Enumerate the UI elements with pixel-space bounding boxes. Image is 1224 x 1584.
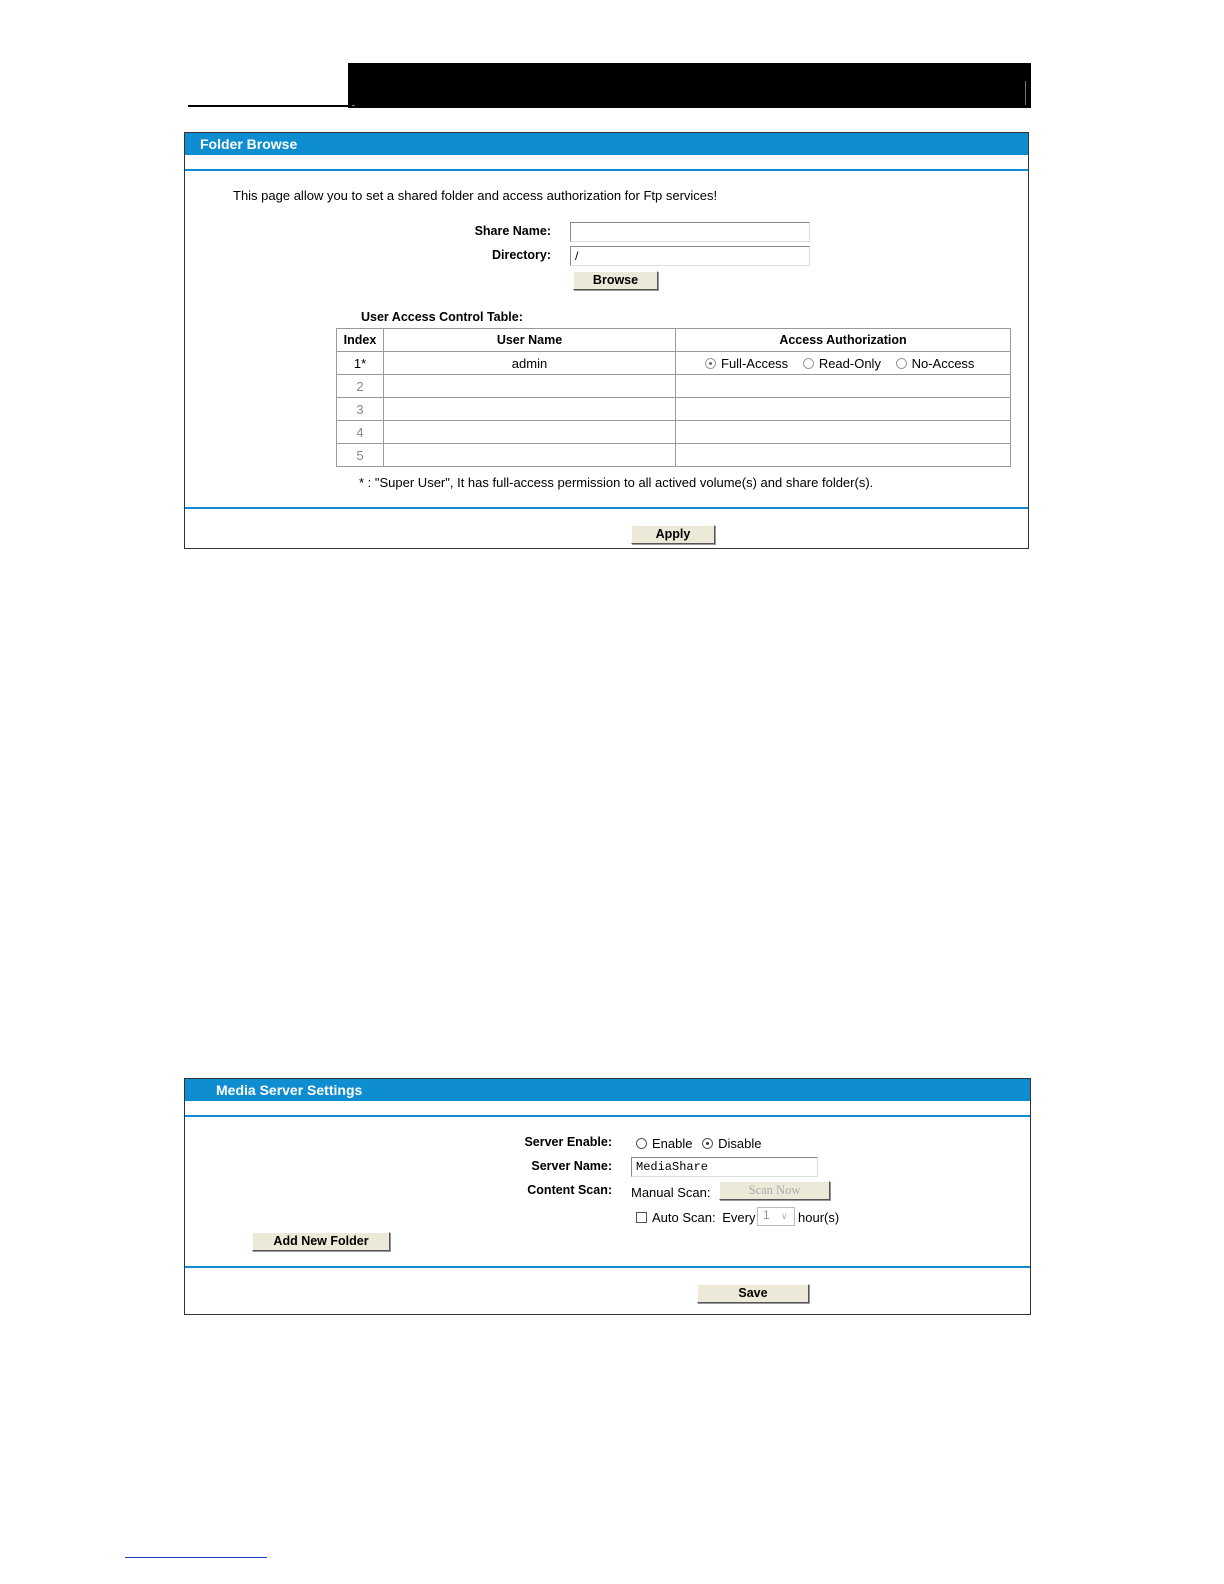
add-new-folder-button[interactable]: Add New Folder bbox=[252, 1232, 390, 1251]
table-title: User Access Control Table: bbox=[361, 310, 523, 324]
top-divider bbox=[185, 1115, 1030, 1117]
server-enable-label: Server Enable: bbox=[524, 1135, 612, 1149]
radio-button-icon[interactable] bbox=[702, 1138, 713, 1149]
scan-interval-value: 1 bbox=[763, 1208, 770, 1222]
every-label: Every bbox=[722, 1210, 756, 1225]
server-enable-options bbox=[636, 1136, 761, 1151]
row-user-name: admin bbox=[384, 352, 676, 375]
scan-now-button[interactable]: Scan Now bbox=[719, 1181, 830, 1200]
table-header-row bbox=[337, 329, 1011, 352]
panel-title: Folder Browse bbox=[200, 136, 298, 152]
panel-title: Media Server Settings bbox=[216, 1082, 363, 1098]
table-row bbox=[337, 398, 1011, 421]
row-index: 1* bbox=[337, 352, 384, 375]
server-name-input[interactable]: MediaShare bbox=[631, 1157, 818, 1177]
row-user-name bbox=[384, 421, 676, 444]
read-only-option[interactable] bbox=[803, 356, 881, 371]
row-access bbox=[676, 398, 1011, 421]
directory-label: Directory: bbox=[491, 248, 551, 262]
server-name-label: Server Name: bbox=[531, 1159, 612, 1173]
row-index: 5 bbox=[337, 444, 384, 467]
share-name-label: Share Name: bbox=[474, 224, 551, 238]
enable-option[interactable] bbox=[636, 1136, 692, 1151]
enable-label: Enable bbox=[652, 1136, 693, 1151]
disable-option[interactable] bbox=[702, 1136, 761, 1151]
column-header-user-name: User Name bbox=[384, 329, 676, 352]
header-bar-mark bbox=[352, 105, 355, 106]
row-index: 3 bbox=[337, 398, 384, 421]
browse-button[interactable]: Browse bbox=[573, 271, 658, 290]
intro-text: This page allow you to set a shared folder and access authorization for Ftp services! bbox=[233, 188, 718, 203]
full-access-label: Full-Access bbox=[721, 355, 789, 371]
user-access-table bbox=[336, 328, 1011, 467]
row-index: 2 bbox=[337, 375, 384, 398]
row-access bbox=[676, 421, 1011, 444]
super-user-footnote: * : "Super User", It has full-access permission to all actived volume(s) and share folder(s). bbox=[359, 475, 874, 490]
row-user-name bbox=[384, 398, 676, 421]
table-row bbox=[337, 444, 1011, 467]
radio-button-icon[interactable] bbox=[896, 358, 907, 369]
column-header-access: Access Authorization bbox=[676, 329, 1011, 352]
header-underline bbox=[188, 105, 350, 107]
manual-scan-label: Manual Scan: bbox=[631, 1185, 711, 1200]
interval-unit: hour(s) bbox=[798, 1210, 840, 1225]
no-access-label: No-Access bbox=[911, 355, 975, 371]
apply-button[interactable]: Apply bbox=[631, 525, 715, 544]
table-row bbox=[337, 352, 1011, 375]
row-index: 4 bbox=[337, 421, 384, 444]
content-scan-label: Content Scan: bbox=[527, 1183, 612, 1197]
directory-input[interactable]: / bbox=[570, 246, 810, 266]
column-header-index: Index bbox=[337, 329, 384, 352]
row-access bbox=[676, 444, 1011, 467]
folder-browse-title-bar bbox=[185, 133, 1028, 155]
full-access-option[interactable] bbox=[705, 356, 788, 371]
radio-button-icon[interactable] bbox=[705, 358, 716, 369]
disable-label: Disable bbox=[718, 1136, 762, 1151]
radio-button-icon[interactable] bbox=[636, 1138, 647, 1149]
page-footer-link-underline bbox=[125, 1557, 267, 1558]
radio-button-icon[interactable] bbox=[803, 358, 814, 369]
top-divider bbox=[185, 169, 1028, 171]
chevron-down-icon: ∨ bbox=[781, 1211, 788, 1221]
checkbox-icon[interactable] bbox=[636, 1212, 647, 1223]
auto-scan-row bbox=[636, 1210, 755, 1225]
bottom-divider bbox=[185, 1266, 1030, 1268]
row-access bbox=[676, 375, 1011, 398]
bottom-divider bbox=[185, 507, 1028, 509]
auto-scan-label: Auto Scan: bbox=[652, 1210, 716, 1225]
table-row bbox=[337, 375, 1011, 398]
media-server-panel bbox=[184, 1078, 1031, 1315]
row-access bbox=[676, 352, 1011, 375]
scan-interval-select[interactable] bbox=[757, 1207, 795, 1226]
share-name-input[interactable] bbox=[570, 222, 810, 242]
header-bar-edge bbox=[1025, 81, 1026, 105]
no-access-option[interactable] bbox=[896, 356, 975, 371]
table-row bbox=[337, 421, 1011, 444]
save-button[interactable]: Save bbox=[697, 1284, 809, 1303]
row-user-name bbox=[384, 444, 676, 467]
row-user-name bbox=[384, 375, 676, 398]
media-server-title-bar bbox=[185, 1079, 1030, 1101]
header-bar bbox=[348, 63, 1031, 108]
read-only-label: Read-Only bbox=[818, 355, 881, 371]
